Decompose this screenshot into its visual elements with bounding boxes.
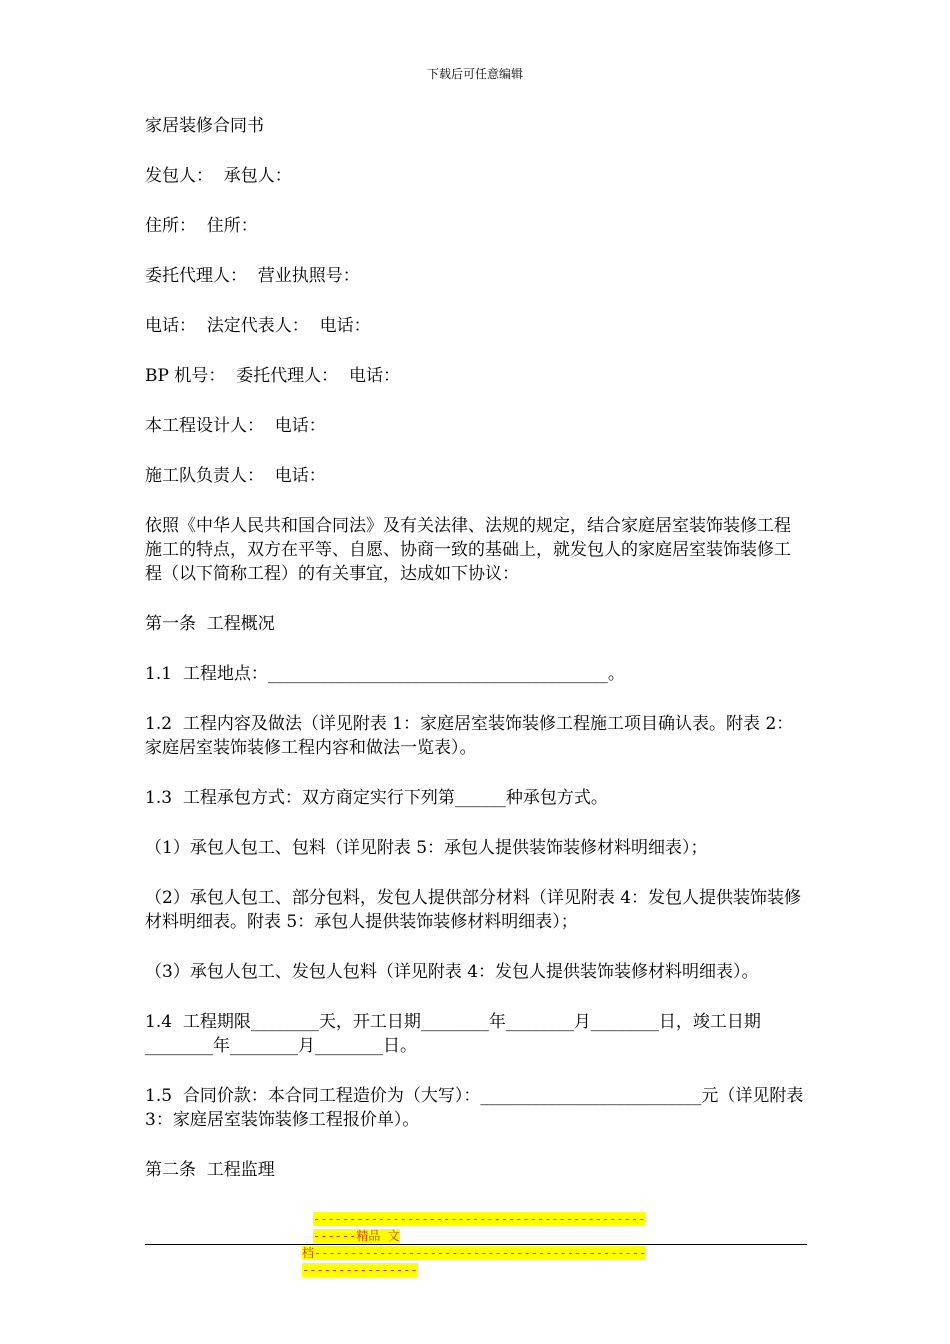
page-header: 下载后可任意编辑 <box>426 67 523 81</box>
option-1: （1）承包人包工、包料（详见附表 5：承包人提供装饰装修材料明细表）； <box>145 838 708 858</box>
footer-watermark <box>302 1211 652 1279</box>
footer-divider <box>145 1244 807 1245</box>
article-2-heading: 第二条 工程监理 <box>145 1160 275 1180</box>
document-body <box>145 114 807 1208</box>
pager-agent-line: BP 机号： 委托代理人： 电话： <box>145 366 400 386</box>
address-line: 住所： 住所： <box>145 216 258 236</box>
designer-line: 本工程设计人： 电话： <box>145 416 326 436</box>
clause-1-3: 1.3 工程承包方式：双方商定实行下列第______种承包方式。 <box>145 788 608 808</box>
preamble-paragraph: 依照《中华人民共和国合同法》及有关法律、法规的规定，结合家庭居室装饰装修工程施工的特点，双方在平等、自愿、协商一致的基础上，就发包人的家庭居室装饰装修工程（以下简称工程）的有关事宜，达成如下协议： <box>145 516 791 584</box>
clause-1-2: 1.2 工程内容及做法（详见附表 1：家庭居室装饰装修工程施工项目确认表。附表 2：家庭居室装饰装修工程内容和做法一览表）。 <box>145 714 794 758</box>
party-names-line: 发包人： 承包人： <box>145 166 292 186</box>
footer-line-2: 档-------------------------------------------------------------- <box>302 1246 647 1277</box>
phone-representative-line: 电话： 法定代表人： 电话： <box>145 316 371 336</box>
agent-license-line: 委托代理人： 营业执照号： <box>145 266 360 286</box>
team-leader-line: 施工队负责人： 电话： <box>145 466 326 486</box>
footer-line-1: ----------------------------------------------------精品 文 <box>313 1212 646 1243</box>
clause-1-5: 1.5 合同价款：本合同工程造价为（大写）：__________________________元（详见附表 3：家庭居室装饰装修工程报价单）。 <box>145 1086 809 1130</box>
clause-1-1: 1.1 工程地点：________________________________________。 <box>145 664 625 684</box>
option-3: （3）承包人包工、发包人包料（详见附表 4：发包人提供装饰装修材料明细表）。 <box>145 962 759 982</box>
clause-1-4: 1.4 工程期限________天，开工日期________年________月________日，竣工日期________年________月________日。 <box>145 1012 761 1056</box>
article-1-heading: 第一条 工程概况 <box>145 614 275 634</box>
option-2: （2）承包人包工、部分包料，发包人提供部分材料（详见附表 4：发包人提供装饰装修材料明细表。附表 5：承包人提供装饰装修材料明细表）； <box>145 888 802 932</box>
document-title: 家居装修合同书 <box>145 116 264 136</box>
